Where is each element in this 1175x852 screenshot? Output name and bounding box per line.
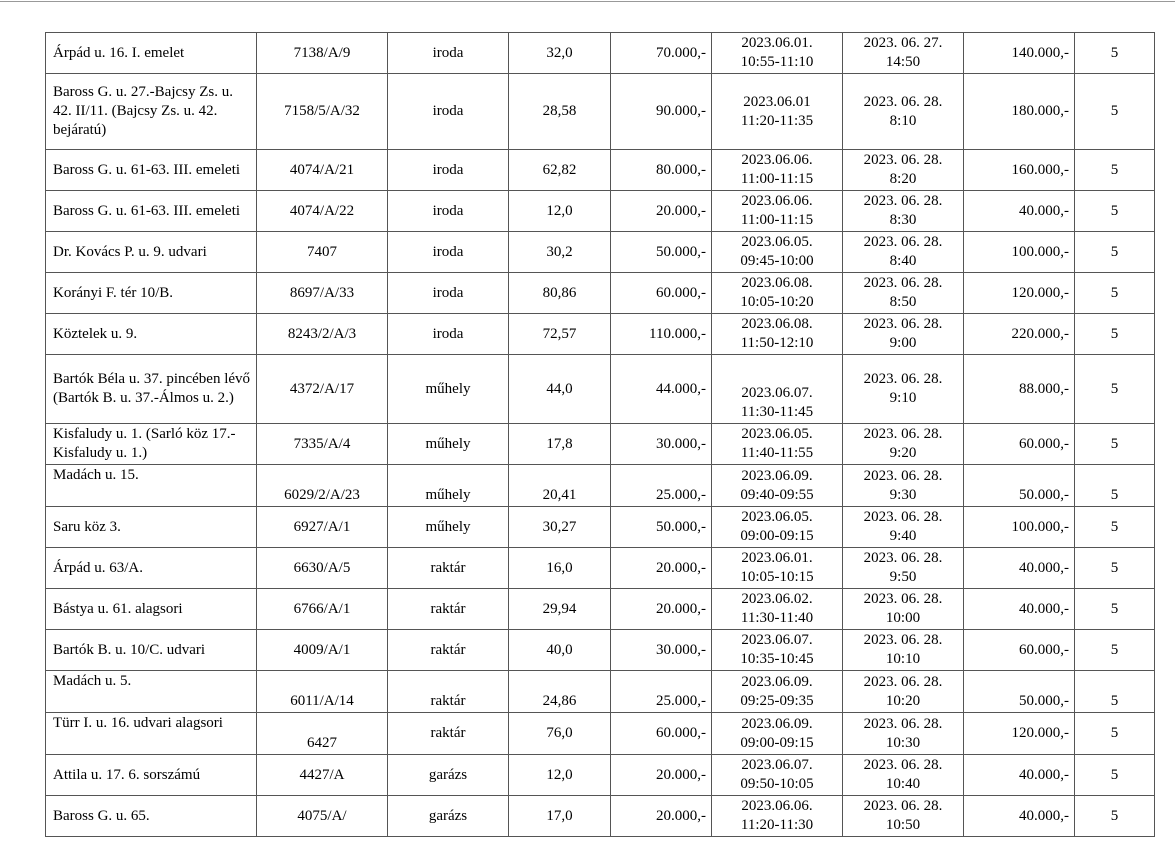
- viewing-time: 09:00-09:15: [740, 734, 814, 751]
- hrsz-cell: 7335/A/4: [257, 424, 388, 465]
- address-cell: Dr. Kovács P. u. 9. udvari: [46, 232, 257, 273]
- type-cell: műhely: [388, 507, 509, 548]
- viewing-cell: [712, 232, 843, 273]
- viewing-date: 2023.06.01: [743, 93, 811, 110]
- viewing-date: 2023.06.07.: [741, 632, 813, 648]
- auction-date: 2023. 06. 27.: [863, 35, 943, 51]
- area-cell: 62,82: [509, 150, 611, 191]
- rent-cell: 50.000,-: [611, 507, 712, 548]
- years-cell: 5: [1075, 232, 1155, 273]
- auction-time: 9:20: [889, 445, 917, 461]
- hrsz-cell: 8697/A/33: [257, 273, 388, 314]
- auction-date: 2023. 06. 28.: [863, 93, 943, 110]
- address-cell: Baross G. u. 65.: [46, 796, 257, 837]
- auction-time: 8:50: [889, 294, 917, 310]
- viewing-cell: [712, 589, 843, 630]
- deposit-cell: 50.000,-: [964, 671, 1075, 713]
- years-cell: 5: [1075, 671, 1155, 713]
- rent-cell: 70.000,-: [611, 33, 712, 74]
- deposit-cell: 40.000,-: [964, 755, 1075, 796]
- auction-time: 10:40: [885, 776, 921, 792]
- area-cell: 44,0: [509, 355, 611, 424]
- viewing-cell: [712, 465, 843, 507]
- area-cell: 20,41: [509, 465, 611, 507]
- auction-time: 10:20: [885, 692, 921, 709]
- table-row: [46, 232, 1155, 273]
- years-cell: 5: [1075, 191, 1155, 232]
- rent-cell: 110.000,-: [611, 314, 712, 355]
- rent-cell: 60.000,-: [611, 273, 712, 314]
- area-cell: 32,0: [509, 33, 611, 74]
- auction-cell: [843, 273, 964, 314]
- auction-time: 14:50: [885, 54, 921, 70]
- type-cell: műhely: [388, 355, 509, 424]
- viewing-cell: [712, 150, 843, 191]
- viewing-cell: [712, 273, 843, 314]
- hrsz-cell: 7138/A/9: [257, 33, 388, 74]
- type-cell: iroda: [388, 150, 509, 191]
- type-cell: garázs: [388, 755, 509, 796]
- deposit-cell: 140.000,-: [964, 33, 1075, 74]
- auction-cell: [843, 671, 964, 713]
- auction-date: 2023. 06. 28.: [863, 550, 943, 566]
- area-cell: 30,2: [509, 232, 611, 273]
- area-cell: 12,0: [509, 191, 611, 232]
- viewing-time: 09:25-09:35: [740, 692, 814, 709]
- viewing-date: 2023.06.06.: [741, 193, 813, 209]
- auction-date: 2023. 06. 28.: [863, 673, 943, 690]
- rent-cell: 80.000,-: [611, 150, 712, 191]
- viewing-cell: [712, 671, 843, 713]
- deposit-cell: 40.000,-: [964, 589, 1075, 630]
- property-rental-table: [45, 32, 1155, 837]
- deposit-cell: 60.000,-: [964, 630, 1075, 671]
- type-cell: raktár: [388, 671, 509, 713]
- auction-cell: [843, 507, 964, 548]
- viewing-date: 2023.06.01.: [741, 550, 813, 566]
- address-cell: Árpád u. 63/A.: [46, 548, 257, 589]
- auction-time: 8:30: [889, 212, 917, 228]
- rent-cell: 20.000,-: [611, 548, 712, 589]
- viewing-cell: [712, 755, 843, 796]
- type-cell: raktár: [388, 713, 509, 755]
- hrsz-cell: 7407: [257, 232, 388, 273]
- address-cell: Türr I. u. 16. udvari alagsori: [46, 713, 257, 755]
- type-cell: raktár: [388, 630, 509, 671]
- viewing-date: 2023.06.07.: [741, 757, 813, 773]
- viewing-date: 2023.06.01.: [741, 35, 813, 51]
- table-row: [46, 713, 1155, 755]
- page-top-border: [0, 1, 1175, 2]
- years-cell: 5: [1075, 465, 1155, 507]
- table-row: [46, 150, 1155, 191]
- type-cell: iroda: [388, 314, 509, 355]
- auction-date: 2023. 06. 28.: [863, 426, 943, 442]
- hrsz-cell: 4075/A/: [257, 796, 388, 837]
- hrsz-cell: 4074/A/22: [257, 191, 388, 232]
- viewing-cell: [712, 630, 843, 671]
- auction-cell: [843, 314, 964, 355]
- auction-date: 2023. 06. 28.: [863, 632, 943, 648]
- years-cell: 5: [1075, 273, 1155, 314]
- type-cell: műhely: [388, 424, 509, 465]
- viewing-date: 2023.06.05.: [741, 509, 813, 525]
- auction-date: 2023. 06. 28.: [863, 234, 943, 250]
- rent-cell: 44.000,-: [611, 355, 712, 424]
- auction-time: 9:30: [889, 486, 917, 503]
- area-cell: 40,0: [509, 630, 611, 671]
- rent-cell: 25.000,-: [611, 465, 712, 507]
- table-row: [46, 589, 1155, 630]
- auction-date: 2023. 06. 28.: [863, 757, 943, 773]
- rent-cell: 90.000,-: [611, 74, 712, 150]
- viewing-date: 2023.06.08.: [741, 275, 813, 291]
- hrsz-cell: 4427/A: [257, 755, 388, 796]
- auction-cell: [843, 191, 964, 232]
- viewing-cell: [712, 74, 843, 150]
- area-cell: 12,0: [509, 755, 611, 796]
- table-row: [46, 671, 1155, 713]
- viewing-date: 2023.06.09.: [741, 467, 813, 484]
- auction-time: 10:30: [885, 734, 921, 751]
- rent-cell: 30.000,-: [611, 630, 712, 671]
- table-row: [46, 548, 1155, 589]
- table-row: [46, 424, 1155, 465]
- years-cell: 5: [1075, 713, 1155, 755]
- viewing-time: 10:05-10:20: [740, 294, 814, 310]
- years-cell: 5: [1075, 355, 1155, 424]
- auction-time: 9:50: [889, 569, 917, 585]
- deposit-cell: 60.000,-: [964, 424, 1075, 465]
- auction-date: 2023. 06. 28.: [863, 193, 943, 209]
- address-cell: Bartók Béla u. 37. pincében lévő (Bartók B. u. 37.-Álmos u. 2.): [46, 355, 257, 424]
- table-row: [46, 465, 1155, 507]
- rent-cell: 30.000,-: [611, 424, 712, 465]
- viewing-time: 11:30-11:40: [740, 610, 814, 626]
- type-cell: iroda: [388, 191, 509, 232]
- address-cell: Bartók B. u. 10/C. udvari: [46, 630, 257, 671]
- area-cell: 28,58: [509, 74, 611, 150]
- table-row: [46, 74, 1155, 150]
- table-row: [46, 273, 1155, 314]
- auction-cell: [843, 465, 964, 507]
- deposit-cell: 50.000,-: [964, 465, 1075, 507]
- area-cell: 80,86: [509, 273, 611, 314]
- deposit-cell: 220.000,-: [964, 314, 1075, 355]
- auction-cell: [843, 713, 964, 755]
- hrsz-cell: 6011/A/14: [257, 671, 388, 713]
- viewing-cell: [712, 355, 843, 424]
- hrsz-cell: 6427: [257, 713, 388, 755]
- area-cell: 24,86: [509, 671, 611, 713]
- auction-cell: [843, 755, 964, 796]
- viewing-cell: [712, 314, 843, 355]
- viewing-time: 11:40-11:55: [740, 445, 814, 461]
- years-cell: 5: [1075, 589, 1155, 630]
- viewing-date: 2023.06.02.: [741, 591, 813, 607]
- deposit-cell: 120.000,-: [964, 273, 1075, 314]
- area-cell: 72,57: [509, 314, 611, 355]
- auction-date: 2023. 06. 28.: [863, 591, 943, 607]
- viewing-time: 11:00-11:15: [740, 171, 814, 187]
- auction-cell: [843, 630, 964, 671]
- deposit-cell: 40.000,-: [964, 796, 1075, 837]
- type-cell: iroda: [388, 33, 509, 74]
- table-row: [46, 630, 1155, 671]
- address-cell: Baross G. u. 61-63. III. emeleti: [46, 150, 257, 191]
- viewing-date: 2023.06.05.: [741, 234, 813, 250]
- auction-cell: [843, 33, 964, 74]
- years-cell: 5: [1075, 424, 1155, 465]
- auction-date: 2023. 06. 28.: [863, 275, 943, 291]
- rent-cell: 20.000,-: [611, 755, 712, 796]
- years-cell: 5: [1075, 74, 1155, 150]
- auction-cell: [843, 796, 964, 837]
- viewing-time: 10:55-11:10: [740, 54, 814, 70]
- table-row: [46, 507, 1155, 548]
- table-row: [46, 796, 1155, 837]
- table-body: [46, 33, 1155, 837]
- deposit-cell: 180.000,-: [964, 74, 1075, 150]
- viewing-time: 09:45-10:00: [740, 253, 814, 269]
- type-cell: iroda: [388, 273, 509, 314]
- auction-date: 2023. 06. 28.: [863, 715, 943, 732]
- auction-time: 10:00: [885, 610, 921, 626]
- auction-date: 2023. 06. 28.: [863, 316, 943, 332]
- rent-cell: 20.000,-: [611, 191, 712, 232]
- auction-cell: [843, 589, 964, 630]
- area-cell: 30,27: [509, 507, 611, 548]
- years-cell: 5: [1075, 150, 1155, 191]
- viewing-date: 2023.06.05.: [741, 426, 813, 442]
- table-row: [46, 355, 1155, 424]
- years-cell: 5: [1075, 33, 1155, 74]
- viewing-time: 11:00-11:15: [740, 212, 814, 228]
- auction-cell: [843, 74, 964, 150]
- table-row: [46, 314, 1155, 355]
- viewing-time: 11:20-11:30: [740, 817, 814, 833]
- area-cell: 76,0: [509, 713, 611, 755]
- deposit-cell: 120.000,-: [964, 713, 1075, 755]
- viewing-cell: [712, 191, 843, 232]
- auction-date: 2023. 06. 28.: [863, 371, 943, 387]
- viewing-time: 10:35-10:45: [740, 651, 814, 667]
- address-cell: Madách u. 15.: [46, 465, 257, 507]
- auction-time: 9:00: [889, 335, 917, 351]
- years-cell: 5: [1075, 314, 1155, 355]
- viewing-date: 2023.06.06.: [741, 798, 813, 814]
- table-row: [46, 755, 1155, 796]
- area-cell: 17,8: [509, 424, 611, 465]
- viewing-cell: [712, 796, 843, 837]
- address-cell: Kisfaludy u. 1. (Sarló köz 17.-Kisfaludy u. 1.): [46, 424, 257, 465]
- deposit-cell: 40.000,-: [964, 548, 1075, 589]
- viewing-cell: [712, 424, 843, 465]
- address-cell: Baross G. u. 27.-Bajcsy Zs. u. 42. II/11. (Bajcsy Zs. u. 42. bejáratú): [46, 74, 257, 150]
- area-cell: 17,0: [509, 796, 611, 837]
- deposit-cell: 100.000,-: [964, 232, 1075, 273]
- viewing-cell: [712, 548, 843, 589]
- rent-cell: 25.000,-: [611, 671, 712, 713]
- auction-date: 2023. 06. 28.: [863, 467, 943, 484]
- years-cell: 5: [1075, 755, 1155, 796]
- address-cell: Korányi F. tér 10/B.: [46, 273, 257, 314]
- viewing-time: 11:50-12:10: [740, 335, 814, 351]
- auction-time: 9:40: [889, 528, 917, 544]
- viewing-cell: [712, 507, 843, 548]
- address-cell: Attila u. 17. 6. sorszámú: [46, 755, 257, 796]
- hrsz-cell: 4372/A/17: [257, 355, 388, 424]
- viewing-date: 2023.06.07.: [741, 385, 813, 401]
- type-cell: garázs: [388, 796, 509, 837]
- auction-date: 2023. 06. 28.: [863, 798, 943, 814]
- type-cell: raktár: [388, 589, 509, 630]
- type-cell: műhely: [388, 465, 509, 507]
- years-cell: 5: [1075, 630, 1155, 671]
- rent-cell: 50.000,-: [611, 232, 712, 273]
- hrsz-cell: 8243/2/A/3: [257, 314, 388, 355]
- auction-cell: [843, 424, 964, 465]
- years-cell: 5: [1075, 796, 1155, 837]
- hrsz-cell: 4009/A/1: [257, 630, 388, 671]
- auction-date: 2023. 06. 28.: [863, 152, 943, 168]
- auction-date: 2023. 06. 28.: [863, 509, 943, 525]
- auction-cell: [843, 355, 964, 424]
- address-cell: Baross G. u. 61-63. III. emeleti: [46, 191, 257, 232]
- address-cell: Árpád u. 16. I. emelet: [46, 33, 257, 74]
- type-cell: iroda: [388, 232, 509, 273]
- viewing-date: 2023.06.08.: [741, 316, 813, 332]
- table-row: [46, 191, 1155, 232]
- address-cell: Bástya u. 61. alagsori: [46, 589, 257, 630]
- area-cell: 16,0: [509, 548, 611, 589]
- hrsz-cell: 6766/A/1: [257, 589, 388, 630]
- hrsz-cell: 4074/A/21: [257, 150, 388, 191]
- hrsz-cell: 6029/2/A/23: [257, 465, 388, 507]
- auction-cell: [843, 548, 964, 589]
- auction-cell: [843, 232, 964, 273]
- deposit-cell: 88.000,-: [964, 355, 1075, 424]
- auction-time: 9:10: [889, 390, 917, 406]
- hrsz-cell: 7158/5/A/32: [257, 74, 388, 150]
- rent-cell: 20.000,-: [611, 796, 712, 837]
- address-cell: Saru köz 3.: [46, 507, 257, 548]
- viewing-date: 2023.06.09.: [741, 673, 813, 690]
- viewing-time: 11:30-11:45: [740, 404, 814, 420]
- address-cell: Köztelek u. 9.: [46, 314, 257, 355]
- years-cell: 5: [1075, 507, 1155, 548]
- viewing-cell: [712, 713, 843, 755]
- rent-cell: 60.000,-: [611, 713, 712, 755]
- auction-time: 8:10: [889, 112, 917, 129]
- table-row: [46, 33, 1155, 74]
- hrsz-cell: 6927/A/1: [257, 507, 388, 548]
- deposit-cell: 160.000,-: [964, 150, 1075, 191]
- deposit-cell: 100.000,-: [964, 507, 1075, 548]
- viewing-cell: [712, 33, 843, 74]
- deposit-cell: 40.000,-: [964, 191, 1075, 232]
- viewing-time: 10:05-10:15: [740, 569, 814, 585]
- viewing-date: 2023.06.06.: [741, 152, 813, 168]
- area-cell: 29,94: [509, 589, 611, 630]
- years-cell: 5: [1075, 548, 1155, 589]
- viewing-date: 2023.06.09.: [741, 715, 813, 732]
- rent-cell: 20.000,-: [611, 589, 712, 630]
- viewing-time: 09:40-09:55: [740, 486, 814, 503]
- type-cell: iroda: [388, 74, 509, 150]
- viewing-time: 09:00-09:15: [740, 528, 814, 544]
- auction-time: 10:10: [885, 651, 921, 667]
- auction-time: 8:40: [889, 253, 917, 269]
- hrsz-cell: 6630/A/5: [257, 548, 388, 589]
- address-cell: Madách u. 5.: [46, 671, 257, 713]
- auction-time: 10:50: [885, 817, 921, 833]
- viewing-time: 09:50-10:05: [740, 776, 814, 792]
- viewing-time: 11:20-11:35: [740, 112, 814, 129]
- auction-cell: [843, 150, 964, 191]
- type-cell: raktár: [388, 548, 509, 589]
- auction-time: 8:20: [889, 171, 917, 187]
